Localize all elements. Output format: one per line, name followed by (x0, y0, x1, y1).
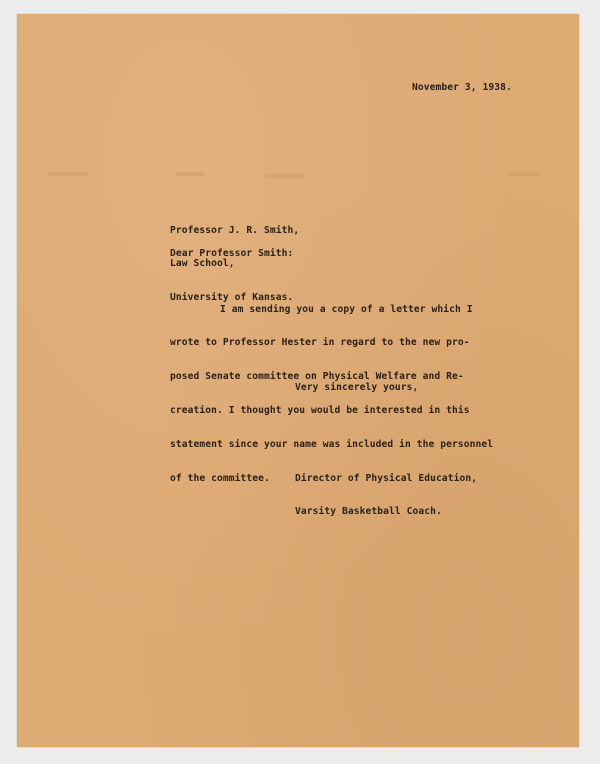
recipient-institution: University of Kansas. (170, 292, 294, 304)
letter-date: November 3, 1938. (412, 82, 512, 93)
body-line: I am sending you a copy of a letter which I (220, 303, 473, 315)
letter-page (17, 14, 579, 747)
complimentary-close: Very sincerely yours, (295, 382, 419, 393)
recipient-department: Law School, (170, 258, 235, 270)
bleed-through-mark (265, 174, 305, 178)
body-line: posed Senate committee on Physical Welfare and Re- (170, 371, 464, 383)
salutation: Dear Professor Smith: (170, 248, 294, 259)
bleed-through-mark (507, 172, 541, 176)
body-line: statement since your name was included in the personnel (170, 439, 494, 451)
body-line: of the committee. (170, 473, 270, 485)
signature-title-line: Varsity Basketball Coach. (295, 506, 442, 518)
signature-block (295, 450, 477, 540)
bleed-through-mark (47, 172, 89, 176)
body-line: creation. I thought you would be interested in this (170, 405, 470, 417)
recipient-name: Professor J. R. Smith, (170, 224, 300, 236)
bleed-through-mark (175, 172, 205, 176)
signature-title-line: Director of Physical Education, (295, 472, 478, 484)
body-line: wrote to Professor Hester in regard to the new pro- (170, 337, 470, 349)
